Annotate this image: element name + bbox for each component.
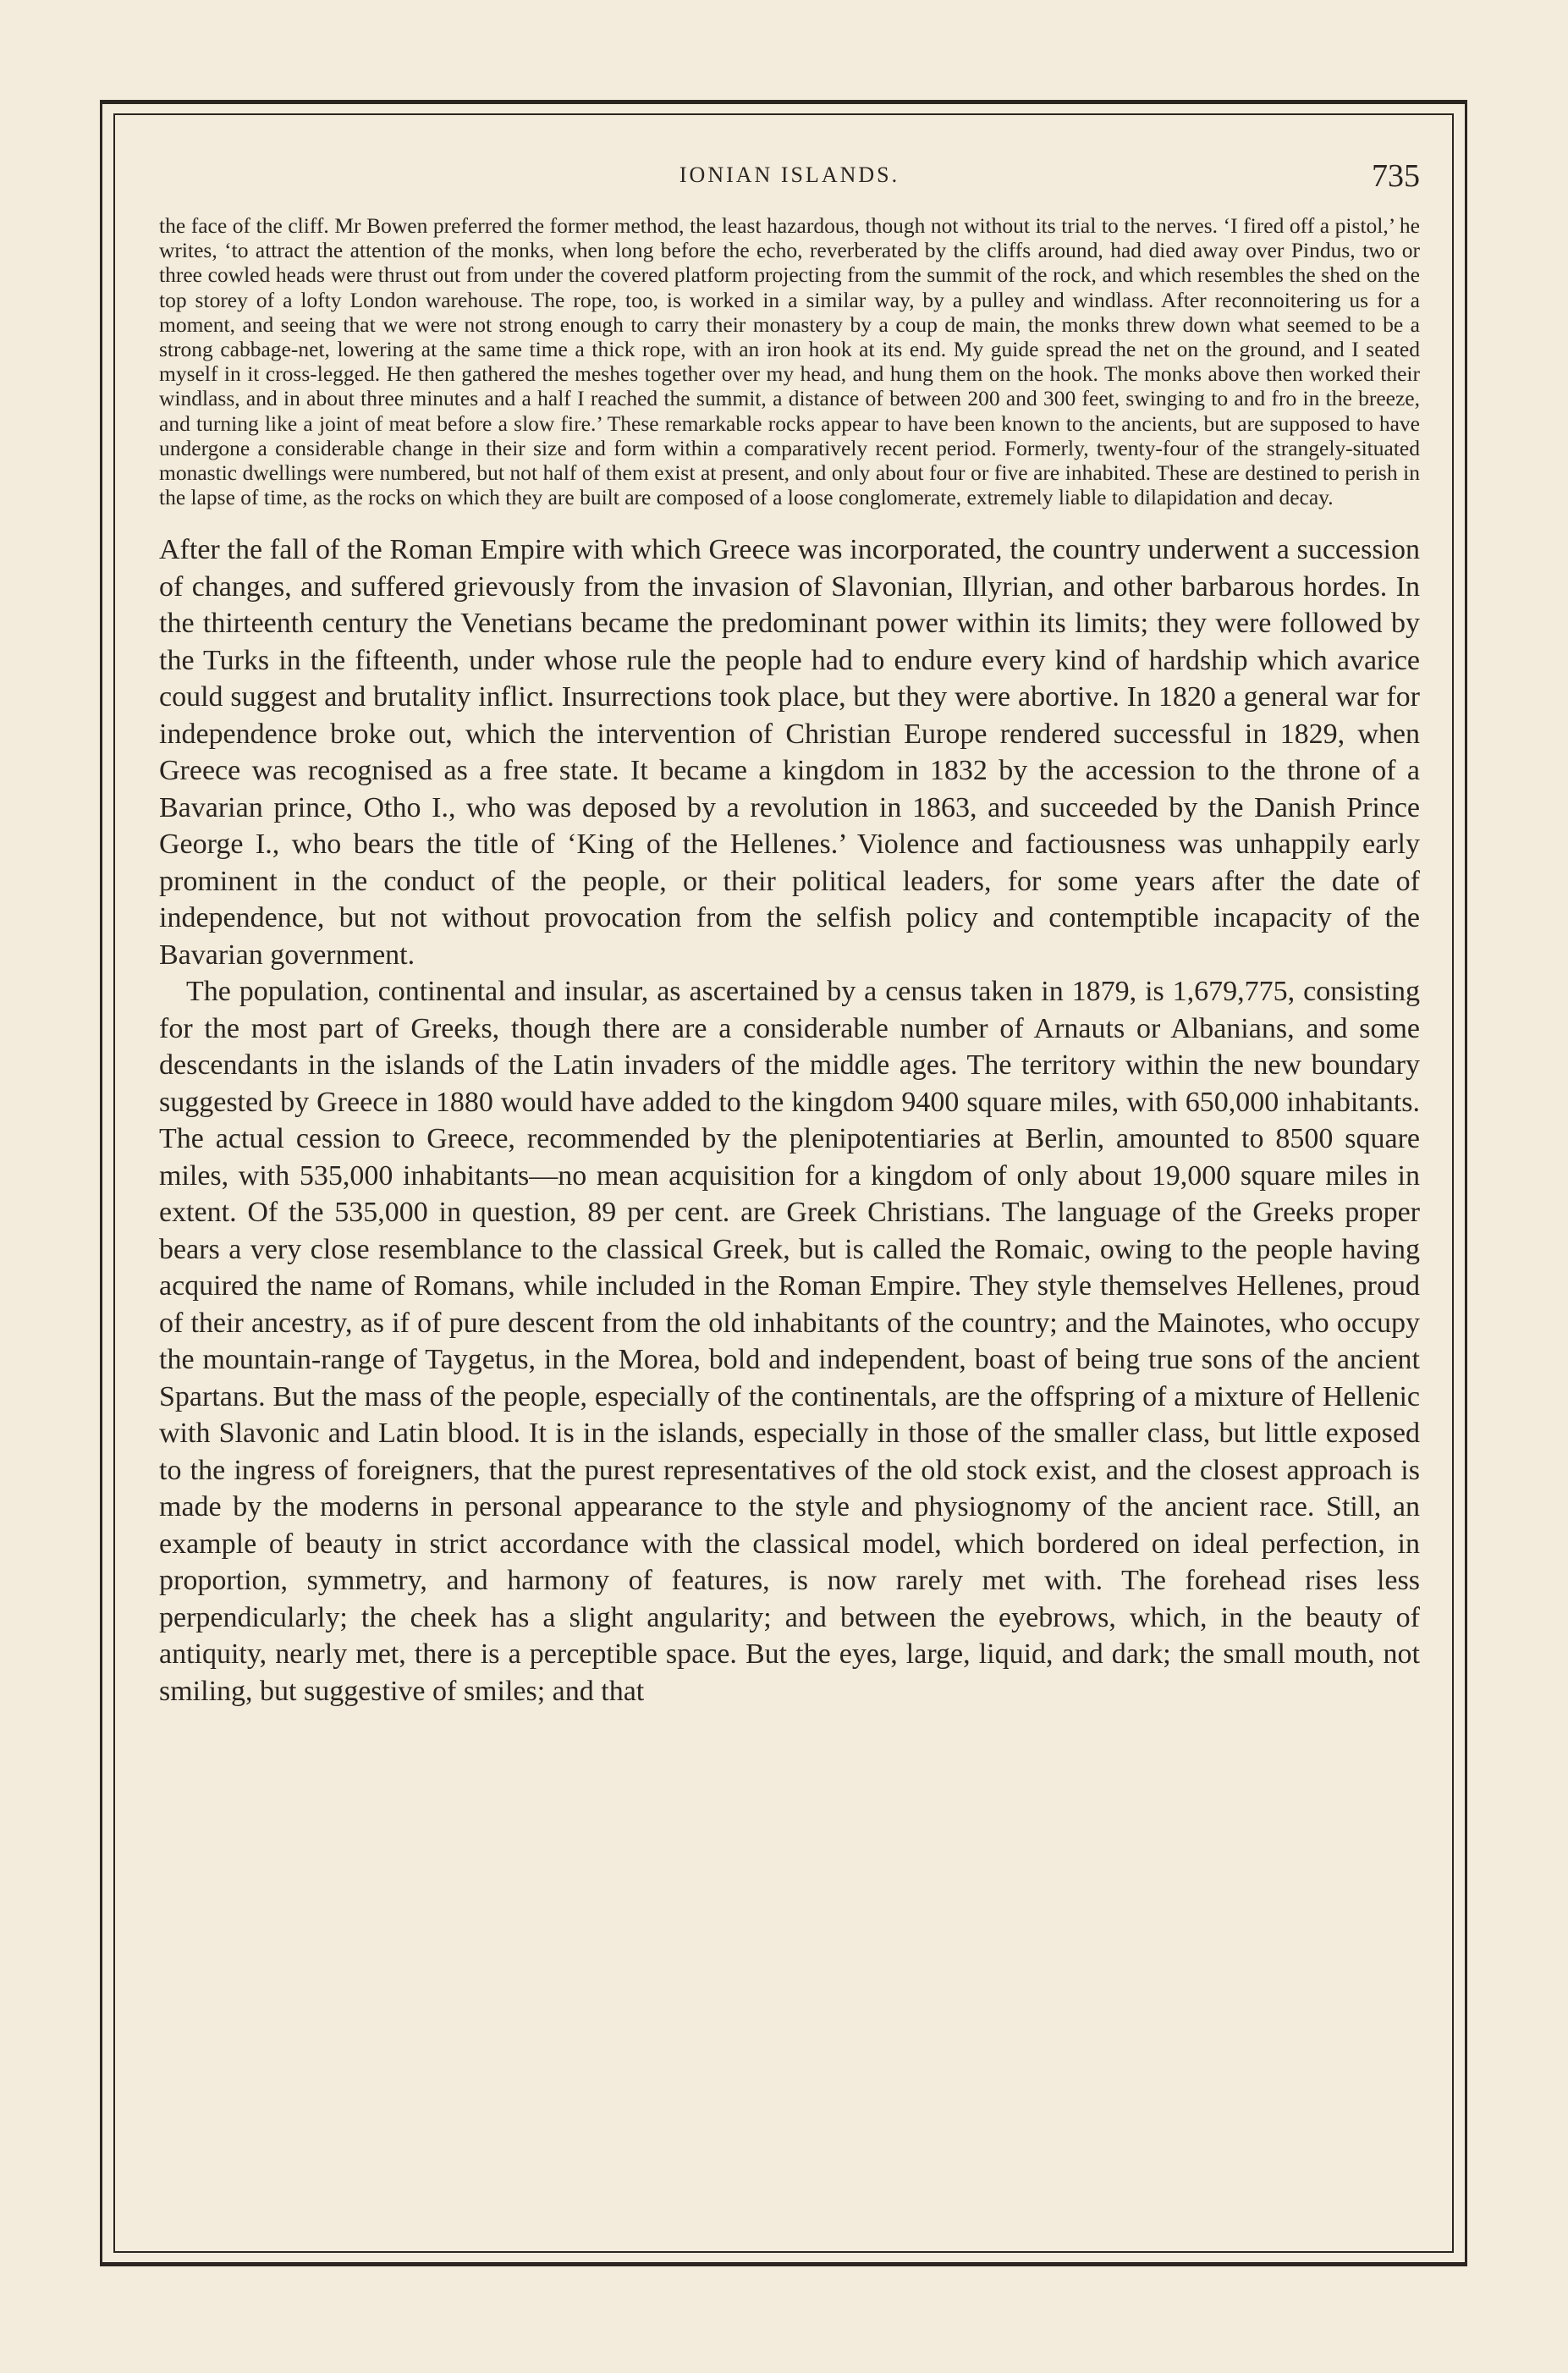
- body-paragraph-history: After the fall of the Roman Empire with which Greece was incorporated, the country underwent a succession of changes, and suffered grievously from the invasion of Slavonian, Illyrian, and other barbarous hordes. In the thirteenth century the Venetians became the predominant power within its limits; they were followed by the Turks in the fifteenth, under whose rule the people had to endure every kind of hardship which avarice could suggest and brutality inflict. Insurrections took place, but they were abortive. In 1820 a general war for independence broke out, which the intervention of Christian Europe rendered successful in 1829, when Greece was recognised as a free state. It became a kingdom in 1832 by the accession to the throne of a Bavarian prince, Otho I., who was deposed by a revolution in 1863, and succeeded by the Danish Prince George I., who bears the title of ‘King of the Hellenes.’ Violence and factiousness was unhappily early prominent in the conduct of the people, or their political leaders, for some years after the date of independence, but not without provocation from the selfish policy and contemptible incapacity of the Bavarian government.: [159, 534, 1420, 971]
- body-paragraph-population: The population, continental and insular, as ascertained by a census taken in 1879, is 1,679,775, consisting for the most part of Greeks, though there are a considerable number of Arnauts or Albanians, and some descendants in the islands of the Latin invaders of the middle ages. The territory within the new boundary suggested by Greece in 1880 would have added to the kingdom 9400 square miles, with 650,000 inhabitants. The actual cession to Greece, recommended by the plenipotentiaries at Berlin, amounted to 8500 square miles, with 535,000 inhabitants—no mean acquisition for a kingdom of only about 19,000 square miles in extent. Of the 535,000 in question, 89 per cent. are Greek Christians. The language of the Greeks proper bears a very close resemblance to the classical Greek, but is called the Romaic, owing to the people having acquired the name of Romans, while included in the Roman Empire. They style themselves Hellenes, proud of their ancestry, as if of pure descent from the old inhabitants of the country; and the Mainotes, who occupy the mountain-range of Taygetus, in the Morea, bold and independent, boast of being true sons of the ancient Spartans. But the mass of the people, especially of the continentals, are the offspring of a mixture of Hellenic with Slavonic and Latin blood. It is in the islands, especially in those of the smaller class, but little exposed to the ingress of foreigners, that the purest representatives of the old stock exist, and the closest approach is made by the moderns in personal appearance to the style and physiognomy of the ancient race. Still, an example of beauty in strict accordance with the classical model, which bordered on ideal perfection, in proportion, symmetry, and harmony of features, is now rarely met with. The forehead rises less perpendicularly; the cheek has a slight angularity; and between the eyebrows, which, in the beauty of antiquity, nearly met, there is a perceptible space. But the eyes, large, liquid, and dark; the small mouth, not smiling, but suggestive of smiles; and that: [159, 976, 1420, 1707]
- quoted-passage: the face of the cliff. Mr Bowen preferred the former method, the least hazardous, though not without its trial to the nerves. ‘I fired off a pistol,’ he writes, ‘to attract the attention of the monks, when long before the echo, reverberated by the cliffs around, had died away over Pindus, two or three cowled heads were thrust out from under the covered platform projecting from the summit of the rock, and which resembles the shed on the top storey of a lofty London warehouse. The rope, too, is worked in a similar way, by a pulley and windlass. After reconnoitering us for a moment, and seeing that we were not strong enough to carry their monastery by a coup de main, the monks threw down what seemed to be a strong cabbage-net, lowering at the same time a thick rope, with an iron hook at its end. My guide spread the net on the ground, and I seated myself in it cross-legged. He then gathered the meshes together over my head, and hung them on the hook. The monks above then worked their windlass, and in about three minutes and a half I reached the summit, a distance of between 200 and 300 feet, swinging to and fro in the breeze, and turning like a joint of meat before a slow fire.’ These remarkable rocks appear to have been known to the ancients, but are supposed to have undergone a considerable change in their size and form within a comparatively recent period. Formerly, twenty-four of the strangely-situated monastic dwellings were numbered, but not half of them exist at present, and only about four or five are inhabited. These are destined to perish in the lapse of time, as the rocks on which they are built are composed of a loose conglomerate, extremely liable to dilapidation and decay.: [159, 213, 1420, 510]
- page-content: [159, 157, 1420, 1710]
- page-number: 735: [1372, 158, 1420, 194]
- running-title: IONIAN ISLANDS.: [679, 162, 900, 187]
- running-head: [159, 157, 1420, 195]
